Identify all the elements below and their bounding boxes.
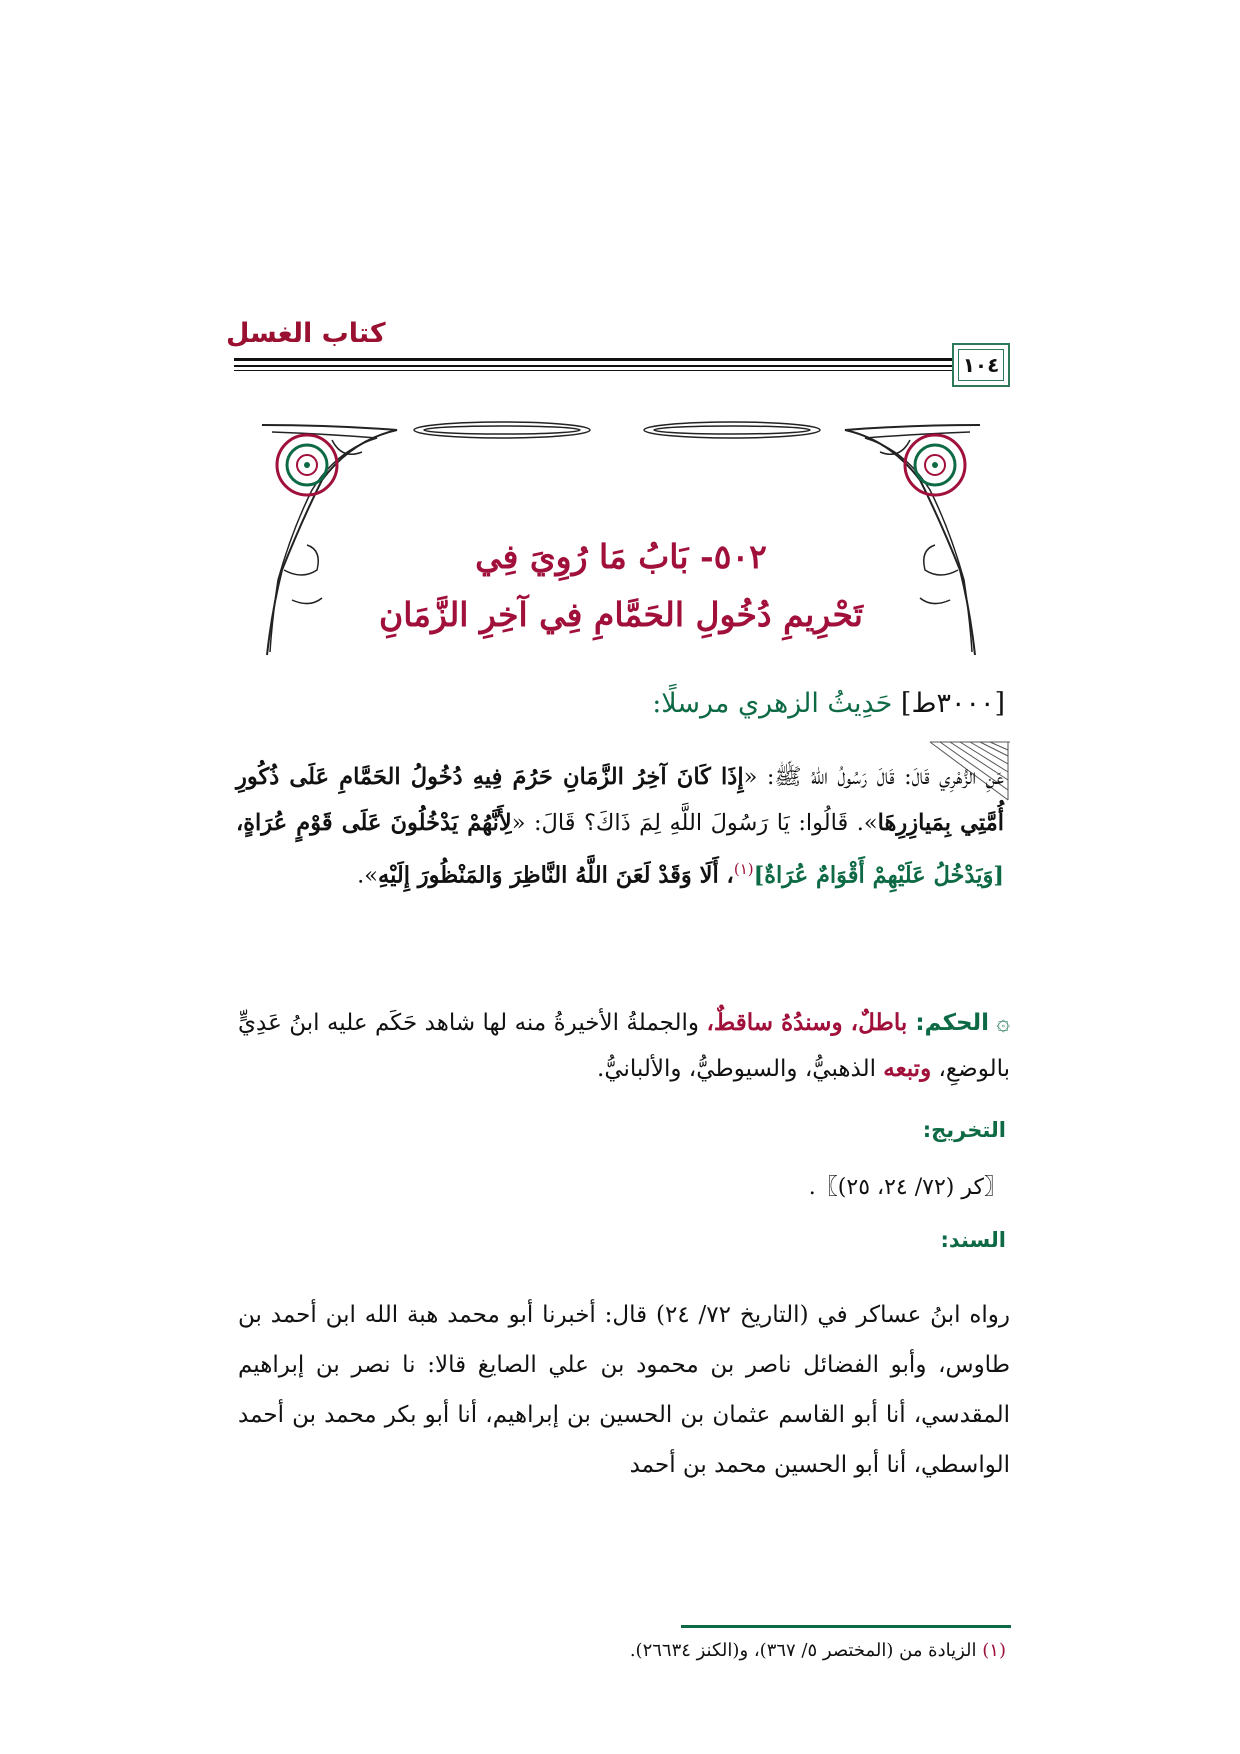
hadith-close: ». [357, 862, 378, 889]
ruling-paragraph [238, 1000, 1010, 1092]
header-rule [234, 370, 1009, 371]
chapter-title-line2: تَحْرِيمِ دُخُولِ الحَمَّامِ فِي آخِرِ الزَّمَانِ [379, 595, 863, 634]
cartouche-right [644, 422, 820, 438]
chapter-title-line1: ٥٠٢- بَابُ مَا رُوِيَ فِي [475, 537, 767, 576]
chapter-title [262, 528, 980, 644]
page-number: ١٠٤ [958, 349, 1004, 381]
ruling-text: والجملةُ الأخيرةُ منه لها شاهد حَكَم عليه ابنُ عَدِيٍّ بالوضعِ، [238, 1010, 1010, 1082]
hadith-answer-end: ، أَلَا وَقَدْ لَعَنَ اللَّهُ النَّاظِرَ وَالمَنْظُورَ إِلَيْهِ [378, 862, 734, 889]
hadith-answer: لِأَنَّهُمْ يَدْخُلُونَ عَلَى قَوْمٍ عُرَاةٍ، [236, 810, 512, 836]
cartouche-left [414, 422, 590, 438]
footnote-number: (١) [982, 1640, 1006, 1661]
page-number-frame [952, 343, 1010, 387]
hadith-addition: [وَيَدْخُلُ عَلَيْهِمْ أَقْوَامٌ عُرَاةٌ] [753, 862, 1004, 889]
ruling-label: الحكم: [915, 1010, 990, 1036]
hadith-question: ». قَالُوا: يَا رَسُولَ اللَّهِ لِمَ ذَاكَ؟ قَالَ: « [511, 810, 878, 836]
header-rule [234, 358, 1009, 361]
flower-icon: ۞ [996, 1010, 1010, 1036]
ruling-verdict: باطلٌ، وسندُهُ ساقطٌ، [706, 1009, 916, 1036]
sanad-label: السند: [940, 1228, 1006, 1252]
ruling-text-end: الذهبيُّ، والسيوطيُّ، والألبانيُّ. [597, 1056, 884, 1082]
rosette-left-icon [277, 435, 337, 495]
header-rule [234, 365, 1009, 367]
hadith-narrator: عَنِ الزُّهْرِي قَالَ: قَالَ رَسُولُ اللهُ ﷺ: « [743, 764, 1004, 790]
takhrij-line: 〖كر (٧٢/ ٢٤، ٢٥)〗. [808, 1175, 1006, 1200]
ruling-follow: وتبعه [883, 1055, 932, 1082]
hadith-number: [٣٠٠٠ط] [900, 688, 1005, 719]
sanad-text: رواه ابنُ عساكر في (التاريخ ٧٢/ ٢٤) قال: أخبرنا أبو محمد هبة الله ابن أحمد بن طاوس، وأبو الفضائل ناصر بن محمود بن علي الصايغ قالا: نا نصر بن إبراهيم المقدسي، أنا أبو القاسم عثمان بن الحسين بن إبراهيم، أنا أبو بكر محمد بن أحمد الواسطي، أنا أبو الحسين محمد بن أحمد [238, 1302, 1010, 1478]
footnote-ref[interactable]: (١) [733, 860, 754, 878]
rosette-right-icon [905, 435, 965, 495]
footnote [630, 1640, 1006, 1661]
footnote-text: الزيادة من (المختصر ٥/ ٣٦٧)، و(الكنز ٢٦٦٣٤). [629, 1640, 983, 1661]
hadith-heading-title: حَدِيثُ الزهري مرسلًا: [652, 688, 893, 719]
hadith-heading [652, 688, 1005, 719]
book-title: كتاب الغسل [226, 318, 386, 349]
hadith-text [236, 754, 1004, 899]
hadith-matn: إِذَا كَانَ آخِرُ الزَّمَانِ حَرُمَ فِيهِ دُخُولُ الحَمَّامِ عَلَى ذُكُورِ أُمَّتِي بِمَيازِرِهَا [236, 764, 1005, 836]
footnote-rule [681, 1625, 1011, 1628]
takhrij-label: التخريج: [922, 1118, 1006, 1142]
